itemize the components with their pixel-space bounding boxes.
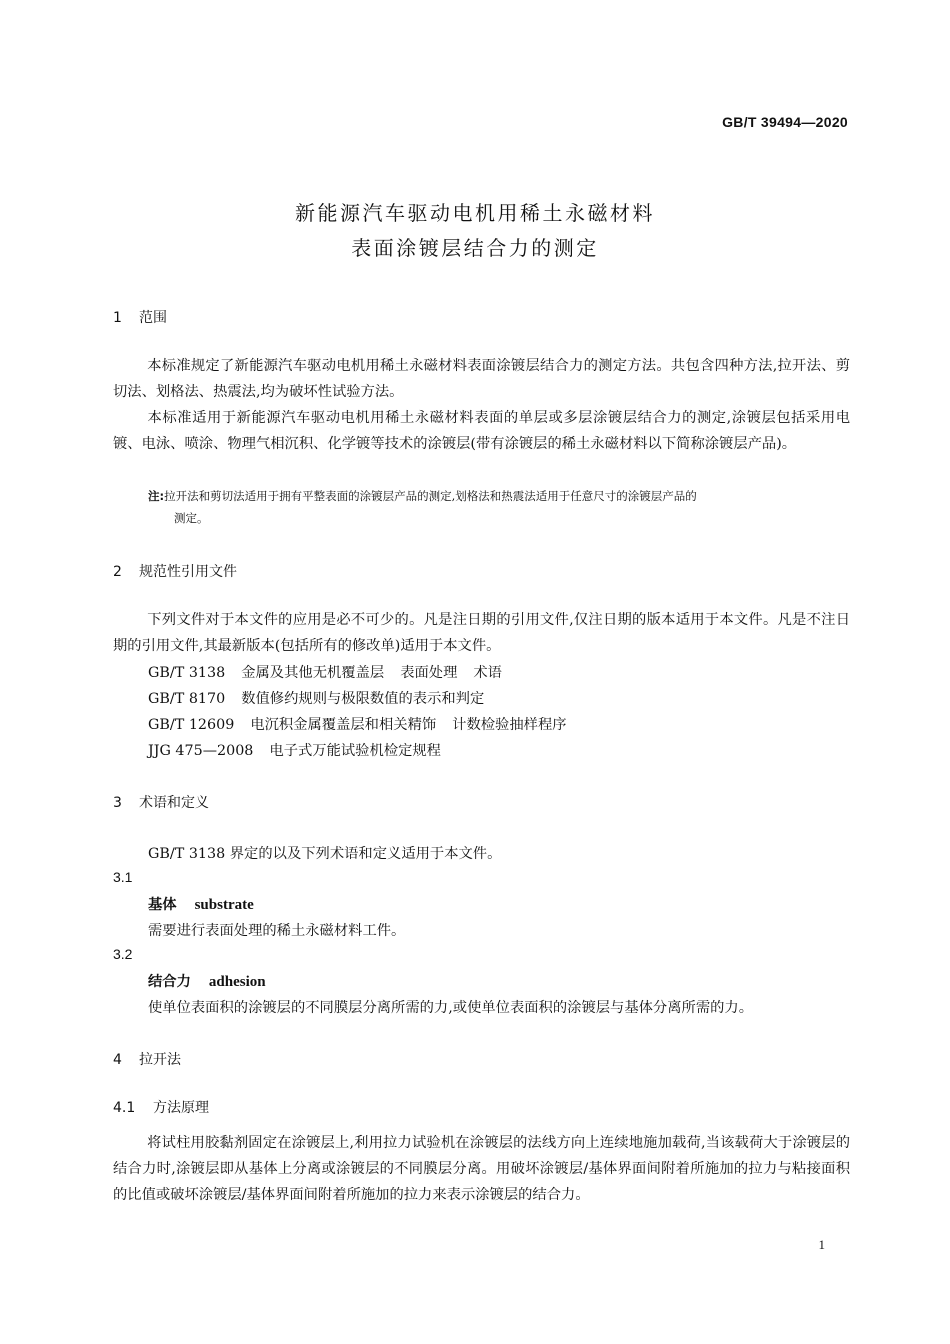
term-entry [148, 971, 266, 991]
section-2-heading [113, 561, 237, 581]
reference-item [148, 662, 502, 682]
note [148, 485, 850, 529]
reference-item [148, 688, 484, 708]
standard-code: GB/T 39494—2020 [722, 114, 848, 130]
section-number: 1 [113, 310, 122, 326]
term-entry [148, 894, 254, 914]
paragraph-text: 将试柱用胶黏剂固定在涂镀层上,利用拉力试验机在涂镀层的法线方向上连续地施加载荷,当该载荷大于涂镀层的结合力时,涂镀层即从基体上分离或涂镀层的不同膜层分离。用破坏涂镀层/基体界面间附着所施加的拉力与粘接面积的比值或破坏涂镀层/基体界面间附着所施加的拉力来表示涂镀层的结合力。 [113, 1135, 850, 1203]
term-number: 3.1 [113, 869, 133, 885]
paragraph [113, 353, 850, 405]
reference-code: GB/T 12609 [148, 717, 235, 733]
reference-title: 金属及其他无机覆盖层 [241, 665, 385, 681]
note-text: 拉开法和剪切法适用于拥有平整表面的涂镀层产品的测定,划格法和热震法适用于任意尺寸的涂镀层产品的 [164, 489, 697, 503]
paragraph-text: 下列文件对于本文件的应用是必不可少的。凡是注日期的引用文件,仅注日期的版本适用于本文件。凡是不注日期的引用文件,其最新版本(包括所有的修改单)适用于本文件。 [113, 612, 850, 654]
section-number: 3 [113, 795, 122, 811]
paragraph [113, 405, 850, 457]
title-line-1: 新能源汽车驱动电机用稀土永磁材料 [295, 201, 655, 225]
reference-title-part: 计数检验抽样程序 [452, 717, 567, 733]
paragraph-text: GB/T 3138 界定的以及下列术语和定义适用于本文件。 [148, 846, 502, 862]
term-definition: 需要进行表面处理的稀土永磁材料工件。 [148, 923, 406, 939]
reference-code: GB/T 8170 [148, 691, 226, 707]
section-title: 规范性引用文件 [139, 564, 237, 580]
paragraph [113, 1130, 850, 1208]
reference-title: 电子式万能试验机检定规程 [269, 743, 441, 759]
paragraph-text: 本标准适用于新能源汽车驱动电机用稀土永磁材料表面的单层或多层涂镀层结合力的测定,涂镀层包括采用电镀、电泳、喷涂、物理气相沉积、化学镀等技术的涂镀层(带有涂镀层的稀土永磁材料以下简称涂镀层产品)。 [113, 410, 850, 452]
subsection-4-1-heading [113, 1097, 209, 1117]
term-definition: 使单位表面积的涂镀层的不同膜层分离所需的力,或使单位表面积的涂镀层与基体分离所需的力。 [148, 1000, 754, 1016]
reference-title-part: 术语 [473, 665, 502, 681]
reference-code: JJG 475—2008 [148, 743, 254, 759]
term-zh: 结合力 [148, 974, 191, 990]
subsection-number: 4.1 [113, 1100, 136, 1116]
page-number: 1 [818, 1237, 825, 1252]
section-number: 4 [113, 1052, 122, 1068]
section-3-heading [113, 792, 209, 812]
note-label: 注: [148, 489, 165, 503]
reference-item [148, 740, 441, 760]
title-line-2: 表面涂镀层结合力的测定 [351, 236, 599, 260]
paragraph [148, 843, 501, 863]
reference-title: 数值修约规则与极限数值的表示和判定 [241, 691, 485, 707]
section-title: 范围 [139, 310, 167, 326]
paragraph-text: 本标准规定了新能源汽车驱动电机用稀土永磁材料表面涂镀层结合力的测定方法。共包含四种方法,拉开法、剪切法、划格法、热震法,均为破坏性试验方法。 [113, 358, 850, 400]
note-text-cont: 测定。 [174, 511, 209, 525]
section-4-heading [113, 1049, 181, 1069]
reference-item [148, 714, 567, 734]
subsection-title: 方法原理 [153, 1100, 209, 1116]
section-1-heading [113, 307, 167, 327]
reference-title-part: 表面处理 [400, 665, 458, 681]
term-number: 3.2 [113, 946, 133, 962]
term-en: adhesion [208, 974, 266, 990]
reference-code: GB/T 3138 [148, 665, 226, 681]
section-title: 拉开法 [139, 1052, 181, 1068]
section-number: 2 [113, 564, 122, 580]
reference-title: 电沉积金属覆盖层和相关精饰 [250, 717, 437, 733]
term-en: substrate [194, 897, 254, 913]
section-title: 术语和定义 [139, 795, 209, 811]
term-zh: 基体 [148, 897, 177, 913]
paragraph [113, 607, 850, 659]
